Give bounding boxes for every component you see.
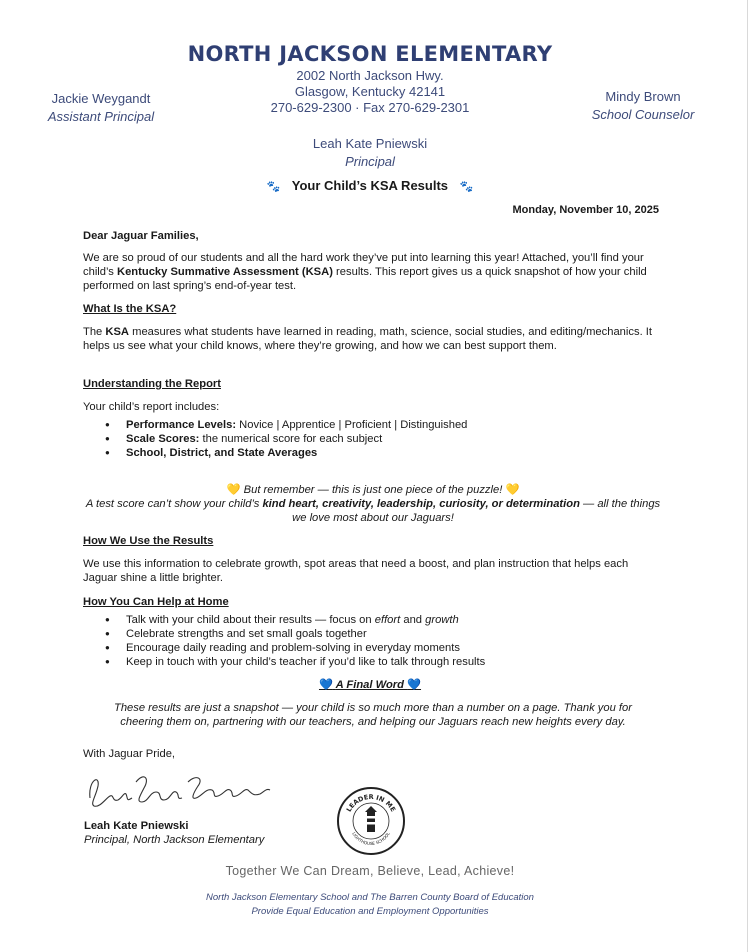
how-use-paragraph: We use this information to celebrate growth, spot areas that need a boost, and plan instruction that helps each Jaguar shine a little brighter. xyxy=(83,558,629,584)
intro-text-2: results. This report gives us a quick snapshot of how your child performed on last spring’s end-of-year test. xyxy=(83,266,647,292)
seal-top-text: LEADER IN ME xyxy=(344,792,398,814)
letter-title xyxy=(0,178,740,193)
list-item-text: the numerical score for each subject xyxy=(199,433,383,445)
list-item-text: Novice | Apprentice | Proficient | Distinguished xyxy=(236,419,468,431)
list-item xyxy=(83,446,653,460)
principal-name: Leah Kate Pniewski xyxy=(312,136,428,151)
final-word-text: A Final Word xyxy=(335,679,404,691)
paw-icon: 🐾 xyxy=(459,181,474,193)
help-item-em: effort xyxy=(374,614,401,626)
remember-pre: A test score can’t show your child’s xyxy=(85,498,263,510)
list-item: ● Encourage daily reading and problem-solving in everyday moments xyxy=(83,641,653,655)
list-item xyxy=(83,432,653,446)
heart-icon: 💙 xyxy=(407,679,422,691)
assistant-principal-block xyxy=(16,90,186,126)
heading-final-word xyxy=(0,678,740,691)
remember-post: — all the things we love most about our Jaguars! xyxy=(292,498,661,524)
help-item-text: Talk with your child about their results — focus on xyxy=(126,614,375,626)
understanding-lead: Your child’s report includes: xyxy=(83,401,220,413)
help-item-text: and xyxy=(400,614,426,626)
footer-line1: North Jackson Elementary School and The Barren County Board of Education xyxy=(206,892,534,903)
help-home-list xyxy=(83,613,653,669)
paw-icon: 🐾 xyxy=(266,181,281,193)
seal-bottom-text: LIGHTHOUSE SCHOOL xyxy=(351,831,391,847)
assistant-principal-name: Jackie Weygandt xyxy=(51,91,151,106)
signature-text: Leah Kate Pniewski xyxy=(84,814,93,815)
what-is-paragraph xyxy=(83,325,653,353)
heart-icon: 💙 xyxy=(318,679,333,691)
heart-icon: 💛 xyxy=(226,484,241,496)
counselor-block xyxy=(558,88,728,124)
counselor-role: School Counselor xyxy=(591,107,695,122)
heart-icon: 💛 xyxy=(505,484,520,496)
list-item-bold: School, District, and State Averages xyxy=(126,447,318,459)
school-motto: Together We Can Dream, Believe, Lead, Achieve! xyxy=(225,864,515,878)
heading-how-use: How We Use the Results xyxy=(83,535,214,547)
remember-bold: kind heart, creativity, leadership, curiosity, or determination xyxy=(262,498,580,510)
greeting: Dear Jaguar Families, xyxy=(83,230,199,242)
list-item-bold: Performance Levels: xyxy=(126,419,237,431)
address-line2: Glasgow, Kentucky 42141 xyxy=(294,84,446,99)
list-item: ● Celebrate strengths and set small goals together xyxy=(83,627,653,641)
remember-line1 xyxy=(80,483,666,497)
footer-line2: Provide Equal Education and Employment Opportunities xyxy=(251,906,489,917)
list-item xyxy=(83,613,653,627)
page-edge xyxy=(747,0,748,952)
closing: With Jaguar Pride, xyxy=(83,748,176,760)
remember-text: But remember — this is just one piece of the puzzle! xyxy=(243,484,503,496)
list-item-bold: Scale Scores: xyxy=(126,433,200,445)
counselor-name: Mindy Brown xyxy=(605,89,681,104)
phone-fax: 270-629-2300 · Fax 270-629-2301 xyxy=(270,100,470,115)
heading-what-is: What Is the KSA? xyxy=(83,303,177,315)
what-is-text: measures what students have learned in reading, math, science, social studies, and editing/mechanics. It helps us see what your child knows, where they’re growing, and how we can best support them. xyxy=(83,326,653,352)
signer-role: Principal, North Jackson Elementary xyxy=(84,834,265,846)
principal-role: Principal xyxy=(345,154,395,169)
heading-help-home: How You Can Help at Home xyxy=(83,596,229,608)
assistant-principal-role: Assistant Principal xyxy=(47,109,155,124)
intro-text-1: We are so proud of our students and all the hard work they’ve put into learning this year! Attached, you’ll find your child’s xyxy=(83,252,644,278)
what-is-bold: KSA xyxy=(105,326,130,338)
list-item: ● Keep in touch with your child’s teacher if you’d like to talk through results xyxy=(83,655,653,669)
signature xyxy=(84,768,274,816)
school-name: NORTH JACKSON ELEMENTARY xyxy=(187,42,553,66)
intro-paragraph xyxy=(83,251,653,293)
what-is-pre: The xyxy=(83,326,106,338)
letter-title-text: Your Child’s KSA Results xyxy=(291,178,449,193)
understanding-list xyxy=(83,418,653,460)
principal-block xyxy=(0,135,740,171)
heading-understanding: Understanding the Report xyxy=(83,378,221,390)
signer-name: Leah Kate Pniewski xyxy=(84,820,189,832)
letter-date: Monday, November 10, 2025 xyxy=(512,204,659,216)
final-word-paragraph: These results are just a snapshot — your child is so much more than a number on a page. Thank you for cheering them on, partnering with our teachers, and helping our Jaguars reach new heights every day. xyxy=(113,702,632,728)
address-line1: 2002 North Jackson Hwy. xyxy=(296,68,444,83)
leader-in-me-seal xyxy=(336,786,406,856)
intro-bold: Kentucky Summative Assessment (KSA) xyxy=(117,266,333,278)
help-item-em: growth xyxy=(425,614,459,626)
list-item xyxy=(83,418,653,432)
remember-line2 xyxy=(80,497,666,525)
